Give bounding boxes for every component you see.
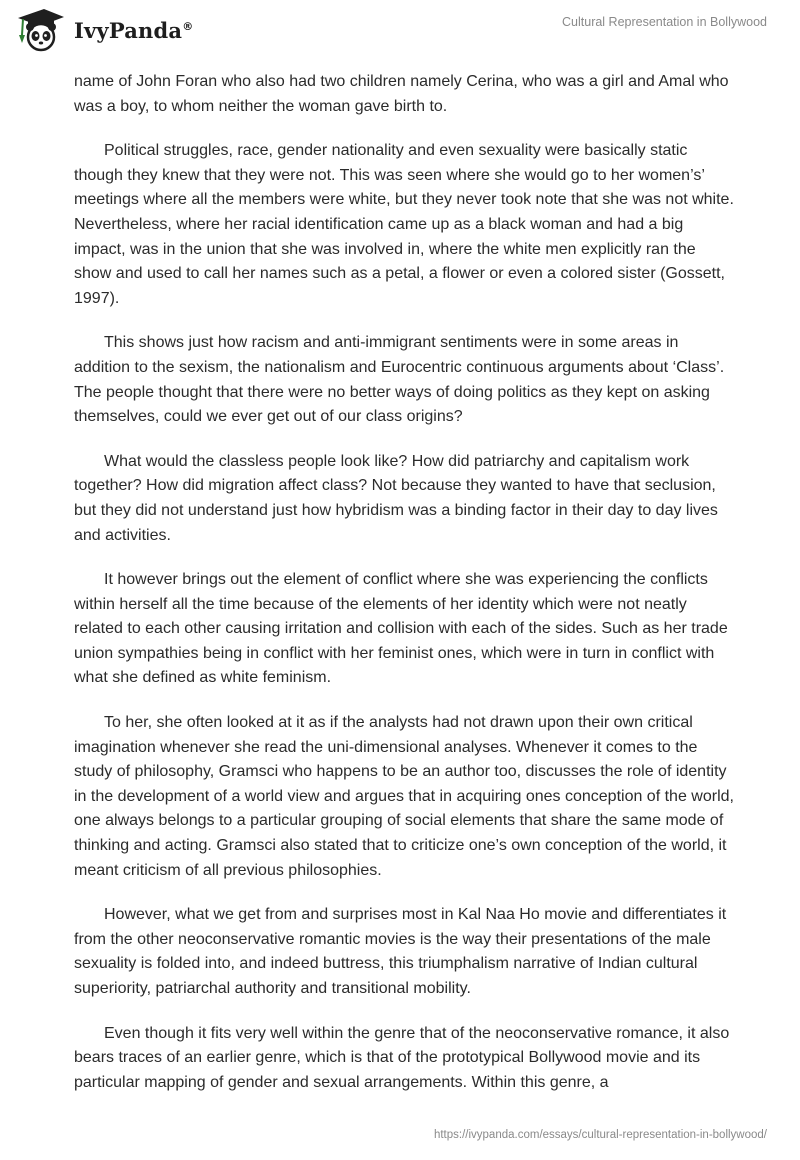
paragraph: However, what we get from and surprises most in Kal Naa Ho movie and differentiates it from the other neoconservative romantic movies is the way their presentations of the male sexuality is folded into, and indeed buttress, this triumphalism narrative of Indian cultural superiority, patriarchal authority and transitional mobility. <box>74 906 727 997</box>
brand-logo[interactable] <box>14 7 193 53</box>
paragraph: name of John Foran who also had two children namely Cerina, who was a girl and Amal who was a boy, to whom neither the woman gave birth to. <box>74 73 729 115</box>
essay-body <box>74 70 734 1115</box>
paragraph: Political struggles, race, gender nationality and even sexuality were basically static though they knew that they were not. This was seen where she would go to her women’s’ meetings where all the members were white, but they never took note that she was not white. Nevertheless, where her racial identification came up as a black woman and had a big impact, was in the union that she was involved in, where the white men explicitly ran the show and used to call her names such as a petal, a flower or even a colored sister (Gossett, 1997). <box>74 142 734 307</box>
paragraph: It however brings out the element of conflict where she was experiencing the conflicts within herself all the time because of the elements of her identity which were not neatly related to each other causing irritation and collision with each of the sides. Such as her trade union sympathies being in conflict with her feminist ones, which were in turn in conflict with what she defined as white feminism. <box>74 571 728 687</box>
paragraph: What would the classless people look like? How did patriarchy and capitalism work together? How did migration affect class? Not because they wanted to have that seclusion, but they did not understand just how hybridism was a binding factor in their day to day lives and activities. <box>74 452 718 544</box>
panda-graduate-icon <box>14 7 66 53</box>
document-title: Cultural Representation in Bollywood <box>562 15 767 29</box>
brand-name: IvyPanda® <box>74 17 194 43</box>
page-header <box>0 0 800 60</box>
paragraph: Even though it fits very well within the genre that of the neoconservative romance, it also bears traces of an earlier genre, which is that of the prototypical Bollywood movie and its particular mapping of gender and sexual arrangements. Within this genre, a <box>74 1024 730 1091</box>
paragraph: This shows just how racism and anti-immigrant sentiments were in some areas in addition to the sexism, the nationalism and Eurocentric continuous arguments about ‘Class’. The people thought that there were no better ways of doing politics as they kept on asking themselves, could we ever get out of our class origins? <box>74 334 725 426</box>
paragraph: To her, she often looked at it as if the analysts had not drawn upon their own critical imagination whenever she read the uni-dimensional analyses. Whenever it comes to the study of philosophy, Gramsci who happens to be an author too, discusses the role of identity in the development of a world view and argues that in acquiring ones conception of the world, one always belongs to a particular grouping of social elements that share the same mode of thinking and acting. Gramsci also stated that to criticize one’s own conception of the world, it meant criticism of all previous philosophies. <box>74 714 734 879</box>
source-url[interactable]: https://ivypanda.com/essays/cultural-representation-in-bollywood/ <box>433 1129 767 1141</box>
